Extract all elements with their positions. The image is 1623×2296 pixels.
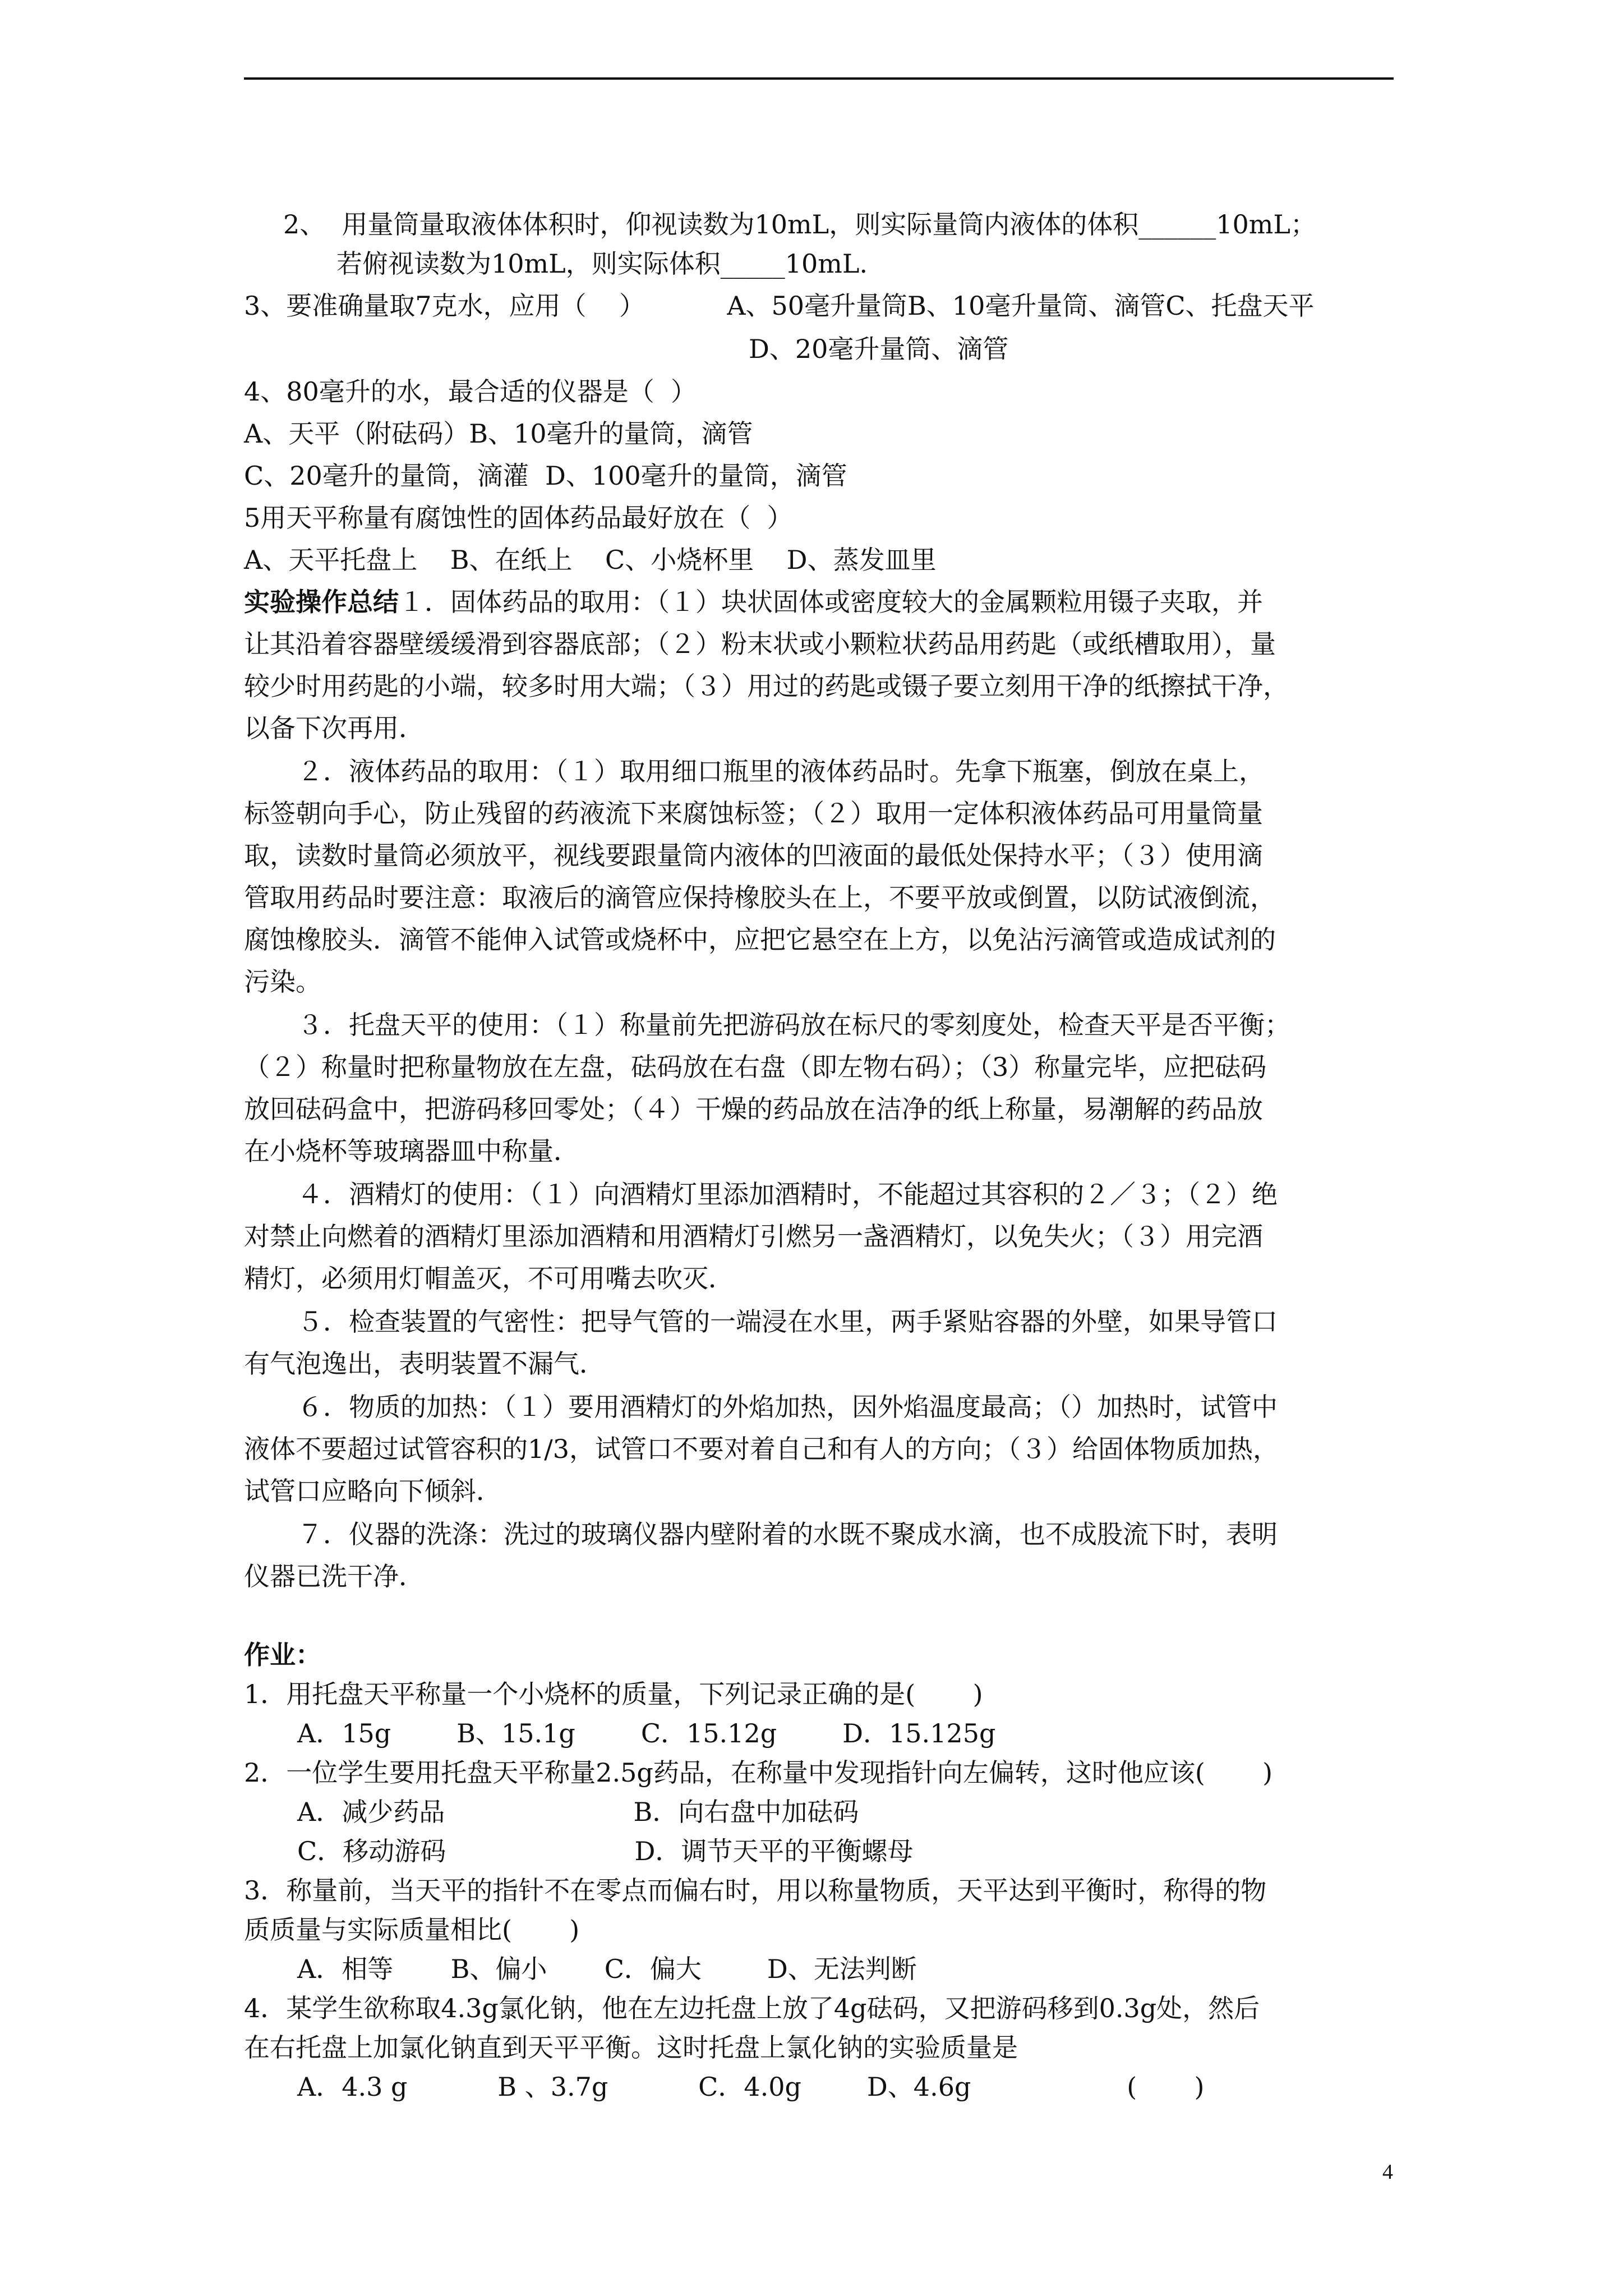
text-line: 精灯，必须用灯帽盖灭，不可用嘴去吹灭． [244, 1263, 734, 1294]
text-line: ５．检查装置的气密性：把导气管的一端浸在水里，两手紧贴容器的外壁，如果导管口 [297, 1306, 1278, 1337]
text-line: C．移动游码 D．调节天平的平衡螺母 [297, 1836, 914, 1866]
text-line: 1．用托盘天平称量一个小烧杯的质量，下列记录正确的是( ) [244, 1679, 983, 1709]
text-line: 在右托盘上加氯化钠直到天平平衡。这时托盘上氯化钠的实验质量是 [244, 2032, 1018, 2063]
text-line: ７．仪器的洗涤：洗过的玻璃仪器内壁附着的水既不聚成水滴，也不成股流下时，表明 [297, 1519, 1278, 1549]
text-line: ３．托盘天平的使用：（１）称量前先把游码放在标尺的零刻度处，检查天平是否平衡； [297, 1010, 1290, 1040]
text-line: A．15g B、15.1g C．15.12g D．15.125g [297, 1718, 996, 1749]
text-line: A．减少药品 B．向右盘中加砝码 [297, 1797, 859, 1827]
text-line: 管取用药品时要注意：取液后的滴管应保持橡胶头在上，不要平放或倒置，以防试液倒流， [244, 882, 1276, 913]
text-line: 腐蚀橡胶头．滴管不能伸入试管或烧杯中，应把它悬空在上方，以免沾污滴管或造成试剂的 [244, 924, 1276, 955]
text-line: 2、 用量筒量取液体体积时，仰视读数为10mL，则实际量筒内液体的体积______10mL； [283, 209, 1316, 240]
text-line: 3．称量前，当天平的指针不在零点而偏右时，用以称量物质，天平达到平衡时，称得的物 [244, 1875, 1267, 1906]
text-line: ６．物质的加热：（１）要用酒精灯的外焰加热，因外焰温度最高；（）加热时，试管中 [297, 1392, 1278, 1422]
text-line: 较少时用药匙的小端，较多时用大端；（３）用过的药匙或镊子要立刻用干净的纸擦拭干净， [244, 671, 1289, 701]
summary-heading: 实验操作总结 [244, 587, 399, 617]
text-line: 在小烧杯等玻璃器皿中称量． [244, 1136, 579, 1166]
summary-text: １．固体药品的取用：（１）块状固体或密度较大的金属颗粒用镊子夹取，并 [399, 587, 1263, 617]
text-line: 放回砝码盒中，把游码移回零处；（４）干燥的药品放在洁净的纸上称量，易潮解的药品放 [244, 1094, 1263, 1124]
text-line: 质质量与实际质量相比( ) [244, 1915, 580, 1945]
text-line: 液体不要超过试管容积的1/3，试管口不要对着自己和有人的方向；（３）给固体物质加热， [244, 1434, 1279, 1464]
text-line: D、20毫升量筒、滴管 [749, 334, 1009, 364]
homework-heading: 作业： [244, 1640, 321, 1670]
text-line: 对禁止向燃着的酒精灯里添加酒精和用酒精灯引燃另一盏酒精灯，以免失火；（３）用完酒 [244, 1221, 1263, 1251]
text-line: 5用天平称量有腐蚀性的固体药品最好放在（ ） [244, 503, 793, 533]
text-line: 4．某学生欲称取4.3g氯化钠，他在左边托盘上放了4g砝码，又把游码移到0.3g处，然后 [244, 1993, 1260, 2023]
text-line: 3、要准确量取7克水，应用（ ） A、50毫升量筒B、10毫升量筒、滴管C、托盘天平 [244, 291, 1315, 321]
text-line: 4、80毫升的水，最合适的仪器是（ ） [244, 376, 697, 407]
text-line: 有气泡逸出，表明装置不漏气． [244, 1349, 605, 1379]
text-line: ４．酒精灯的使用：（１）向酒精灯里添加酒精时，不能超过其容积的２／３；（２）绝 [297, 1179, 1278, 1209]
text-line: ２．液体药品的取用：（１）取用细口瓶里的液体药品时。先拿下瓶塞，倒放在桌上， [297, 756, 1265, 786]
text-line: C、20毫升的量筒，滴灌 D、100毫升的量筒，滴管 [244, 461, 847, 491]
text-line: 以备下次再用． [244, 713, 425, 743]
text-line: 试管口应略向下倾斜． [244, 1476, 502, 1506]
text-line: A、天平托盘上 B、在纸上 C、小烧杯里 D、蒸发皿里 [244, 545, 937, 575]
text-line: 仪器已洗干净． [244, 1561, 425, 1591]
page-number: 4 [1382, 2160, 1393, 2184]
text-line: （２）称量时把称量物放在左盘，砝码放在右盘（即左物右码）；（3）称量完毕，应把砝码 [244, 1052, 1267, 1082]
text-line: 让其沿着容器壁缓缓滑到容器底部；（２）粉末状或小颗粒状药品用药匙（或纸槽取用），量 [244, 629, 1276, 659]
summary-line [244, 585, 1263, 619]
text-line: 取，读数时量筒必须放平，视线要跟量筒内液体的凹液面的最低处保持水平；（３）使用滴 [244, 840, 1263, 871]
text-line: 标签朝向手心，防止残留的药液流下来腐蚀标签；（２）取用一定体积液体药品可用量筒量 [244, 798, 1263, 829]
text-line: A．相等 B、偏小 C．偏大 D、无法判断 [297, 1954, 917, 1984]
text-line: 污染。 [244, 967, 321, 997]
text-line: 若俯视读数为10mL，则实际体积_____10mL. [336, 249, 868, 279]
text-line: A．4.3 g B 、3.7g C．4.0g D、4.6g ( ) [297, 2072, 1205, 2102]
text-line: 2．一位学生要用托盘天平称量2.5g药品，在称量中发现指针向左偏转，这时他应该( ) [244, 1757, 1273, 1788]
text-line: A、天平（附砝码）B、10毫升的量筒，滴管 [244, 418, 753, 449]
